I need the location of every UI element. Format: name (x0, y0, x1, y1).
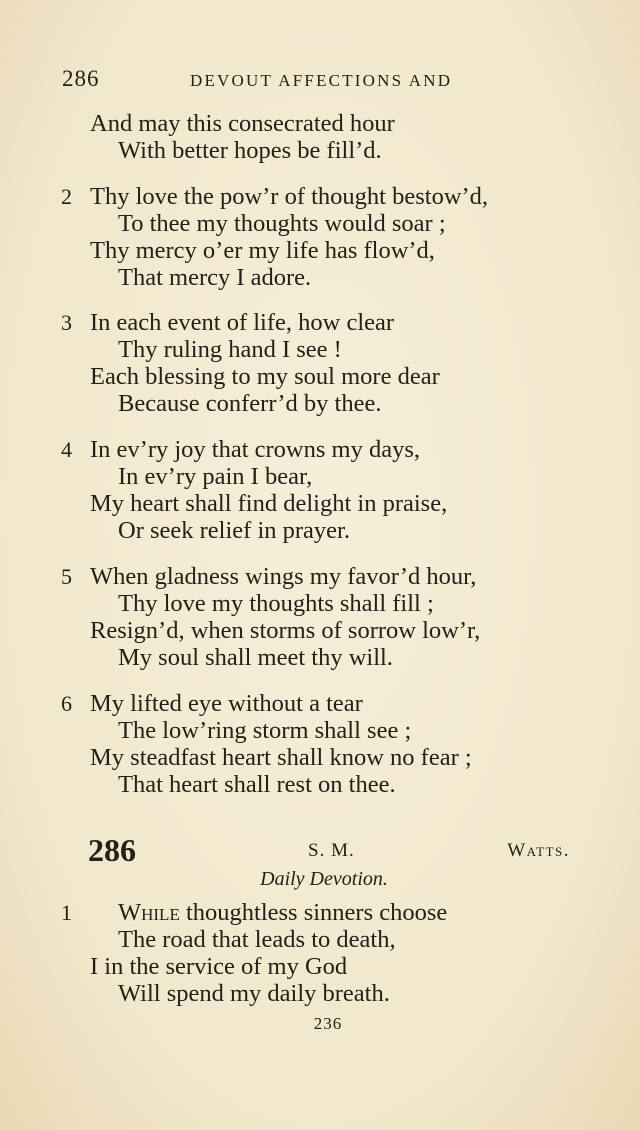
stanza-line: In ev’ry pain I bear, (118, 463, 313, 490)
first-line-rest: thoughtless sinners choose (179, 899, 448, 926)
verse-number: 5 (61, 564, 72, 589)
stanza-line: In ev’ry joy that crowns my days, (90, 436, 420, 463)
stanza-line: Thy love the pow’r of thought bestow’d, (90, 183, 489, 210)
stanza-line: That heart shall rest on thee. (118, 771, 396, 798)
stanza-line: Thy mercy o’er my life has flow’d, (90, 237, 435, 264)
stanza-line: Because conferr’d by thee. (118, 390, 382, 417)
stanza-line: When gladness wings my favor’d hour, (90, 563, 477, 590)
stanza-line: I in the service of my God (90, 953, 348, 980)
first-word: While (118, 899, 180, 926)
verse-number: 2 (61, 184, 72, 209)
running-head (62, 66, 568, 94)
stanza-line: Thy love my thoughts shall fill ; (118, 590, 434, 617)
stanza-line: And may this consecrated hour (90, 110, 395, 137)
verse-number: 3 (61, 310, 72, 335)
signature-number: 236 (313, 1014, 343, 1033)
stanza-line: The low’ring storm shall see ; (118, 717, 412, 744)
stanza-line: In each event of life, how clear (90, 309, 395, 336)
stanza-line: Or seek relief in prayer. (118, 517, 350, 544)
verse-number: 4 (61, 437, 72, 462)
hymn-subtitle: Daily Devotion. (260, 868, 388, 890)
hymn-number: 286 (88, 832, 136, 868)
stanza-line: My steadfast heart shall know no fear ; (90, 744, 472, 771)
stanza-line (118, 899, 447, 926)
stanza-line: My heart shall find delight in praise, (90, 490, 448, 517)
page-number: 286 (62, 66, 100, 91)
stanza-line: The road that leads to death, (118, 926, 396, 953)
stanza-line: To thee my thoughts would soar ; (118, 210, 446, 237)
stanza-line: Resign’d, when storms of sorrow low’r, (90, 617, 481, 644)
stanza-line: That mercy I adore. (118, 264, 312, 291)
stanza-line: My soul shall meet thy will. (118, 644, 393, 671)
hymn-author: Watts. (507, 840, 570, 861)
hymn-header (88, 832, 570, 872)
verse-number: 6 (61, 691, 72, 716)
stanza-line: Each blessing to my soul more dear (90, 363, 440, 390)
stanza-line: My lifted eye without a tear (90, 690, 363, 717)
verse-number: 1 (61, 900, 72, 925)
stanza-line: With better hopes be fill’d. (118, 137, 382, 164)
stanza-line: Thy ruling hand I see ! (118, 336, 342, 363)
stanza-line: Will spend my daily breath. (118, 980, 390, 1007)
running-title: DEVOUT AFFECTIONS AND (190, 71, 453, 90)
hymn-meter: S. M. (308, 840, 355, 861)
